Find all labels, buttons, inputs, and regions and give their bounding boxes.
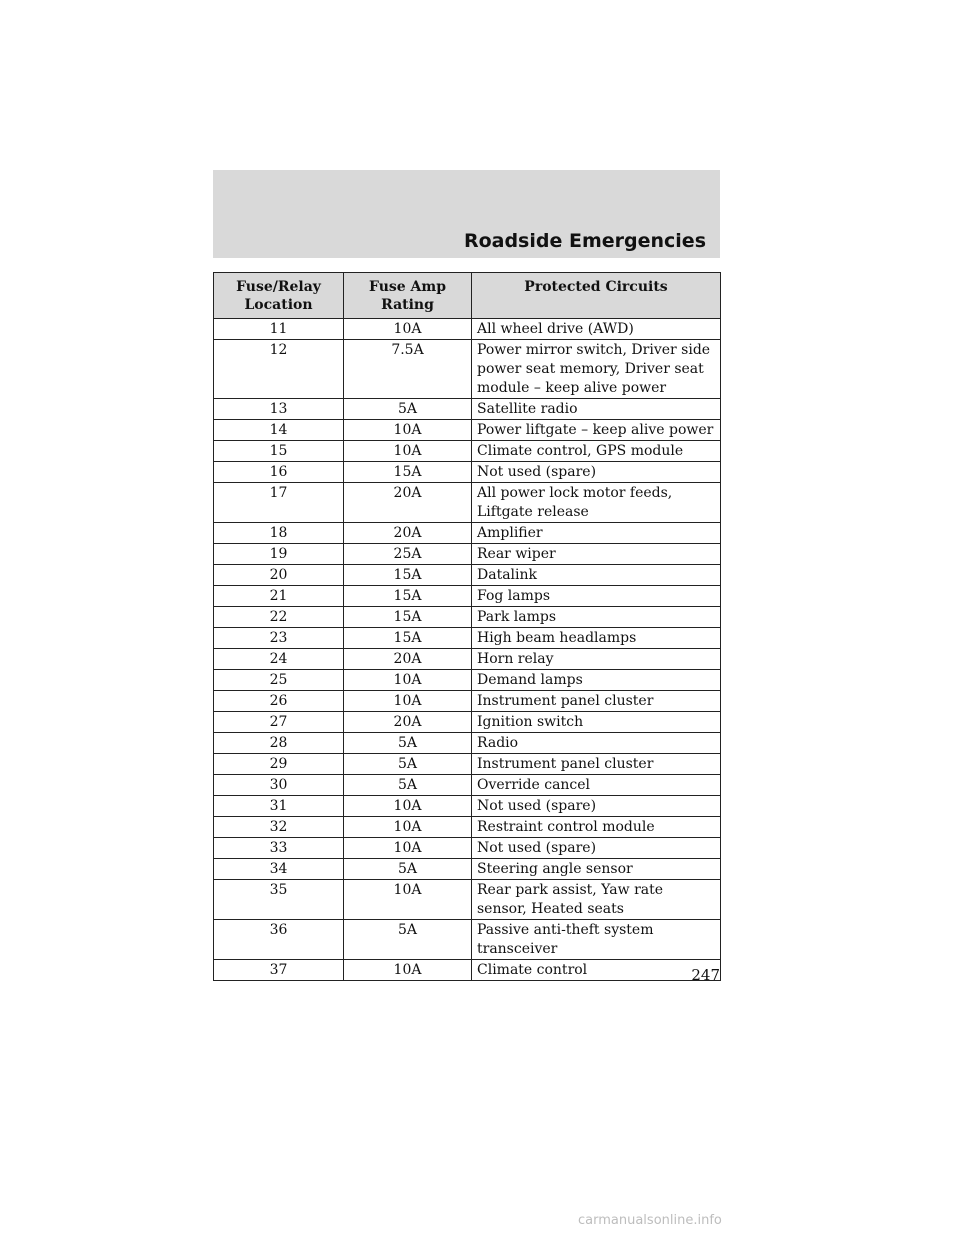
cell-circuits: Park lamps — [472, 607, 721, 628]
cell-circuits: Power liftgate – keep alive power — [472, 420, 721, 441]
cell-location: 19 — [214, 544, 344, 565]
cell-circuits: Rear park assist, Yaw rate sensor, Heated seats — [472, 880, 721, 920]
cell-rating: 10A — [344, 670, 472, 691]
cell-rating: 5A — [344, 859, 472, 880]
cell-location: 11 — [214, 319, 344, 340]
cell-rating: 25A — [344, 544, 472, 565]
cell-location: 21 — [214, 586, 344, 607]
table-row — [214, 586, 721, 607]
cell-location: 22 — [214, 607, 344, 628]
table-row — [214, 712, 721, 733]
cell-circuits: Not used (spare) — [472, 838, 721, 859]
cell-circuits: Rear wiper — [472, 544, 721, 565]
cell-rating: 20A — [344, 523, 472, 544]
table-row — [214, 399, 721, 420]
cell-circuits: Steering angle sensor — [472, 859, 721, 880]
cell-rating: 10A — [344, 880, 472, 920]
cell-circuits: Not used (spare) — [472, 796, 721, 817]
column-header-location: Fuse/Relay Location — [214, 273, 344, 319]
cell-rating: 15A — [344, 565, 472, 586]
cell-circuits: Passive anti-theft system transceiver — [472, 920, 721, 960]
table-row — [214, 544, 721, 565]
table-row — [214, 628, 721, 649]
table-row — [214, 880, 721, 920]
table-row — [214, 607, 721, 628]
table-row — [214, 859, 721, 880]
cell-rating: 10A — [344, 817, 472, 838]
cell-rating: 15A — [344, 607, 472, 628]
cell-circuits: Amplifier — [472, 523, 721, 544]
watermark-text: carmanualsonline.info — [578, 1213, 722, 1228]
cell-circuits: Override cancel — [472, 775, 721, 796]
table-row — [214, 796, 721, 817]
cell-rating: 15A — [344, 462, 472, 483]
table-row — [214, 733, 721, 754]
cell-circuits: High beam headlamps — [472, 628, 721, 649]
cell-location: 29 — [214, 754, 344, 775]
cell-location: 28 — [214, 733, 344, 754]
cell-circuits: Climate control, GPS module — [472, 441, 721, 462]
table-row — [214, 670, 721, 691]
cell-rating: 10A — [344, 441, 472, 462]
cell-rating: 20A — [344, 649, 472, 670]
table-row — [214, 462, 721, 483]
cell-rating: 15A — [344, 586, 472, 607]
cell-location: 34 — [214, 859, 344, 880]
cell-circuits: Not used (spare) — [472, 462, 721, 483]
section-header — [213, 170, 720, 258]
table-row — [214, 754, 721, 775]
section-title: Roadside Emergencies — [463, 230, 706, 252]
fuse-table — [213, 272, 721, 981]
cell-location: 31 — [214, 796, 344, 817]
cell-location: 20 — [214, 565, 344, 586]
table-row — [214, 441, 721, 462]
cell-rating: 20A — [344, 712, 472, 733]
cell-location: 13 — [214, 399, 344, 420]
table-row — [214, 565, 721, 586]
cell-circuits: All power lock motor feeds, Liftgate release — [472, 483, 721, 523]
cell-location: 23 — [214, 628, 344, 649]
cell-location: 35 — [214, 880, 344, 920]
cell-rating: 15A — [344, 628, 472, 649]
cell-location: 24 — [214, 649, 344, 670]
cell-location: 37 — [214, 960, 344, 981]
cell-location: 17 — [214, 483, 344, 523]
cell-circuits: All wheel drive (AWD) — [472, 319, 721, 340]
cell-circuits: Ignition switch — [472, 712, 721, 733]
table-row — [214, 817, 721, 838]
table-row — [214, 420, 721, 441]
cell-location: 32 — [214, 817, 344, 838]
cell-rating: 10A — [344, 838, 472, 859]
table-row — [214, 960, 721, 981]
cell-location: 15 — [214, 441, 344, 462]
cell-rating: 5A — [344, 754, 472, 775]
cell-rating: 7.5A — [344, 340, 472, 399]
cell-circuits: Fog lamps — [472, 586, 721, 607]
cell-location: 33 — [214, 838, 344, 859]
cell-rating: 5A — [344, 775, 472, 796]
table-row — [214, 775, 721, 796]
cell-rating: 10A — [344, 691, 472, 712]
cell-location: 18 — [214, 523, 344, 544]
cell-location: 30 — [214, 775, 344, 796]
cell-rating: 5A — [344, 920, 472, 960]
cell-rating: 10A — [344, 796, 472, 817]
table-row — [214, 649, 721, 670]
table-row — [214, 691, 721, 712]
column-header-circuits: Protected Circuits — [472, 273, 721, 319]
cell-circuits: Demand lamps — [472, 670, 721, 691]
cell-circuits: Instrument panel cluster — [472, 691, 721, 712]
cell-circuits: Horn relay — [472, 649, 721, 670]
cell-circuits: Instrument panel cluster — [472, 754, 721, 775]
cell-circuits: Restraint control module — [472, 817, 721, 838]
table-row — [214, 319, 721, 340]
cell-circuits: Datalink — [472, 565, 721, 586]
cell-location: 14 — [214, 420, 344, 441]
cell-location: 25 — [214, 670, 344, 691]
column-header-rating: Fuse Amp Rating — [344, 273, 472, 319]
cell-circuits: Radio — [472, 733, 721, 754]
cell-circuits: Satellite radio — [472, 399, 721, 420]
cell-location: 27 — [214, 712, 344, 733]
cell-circuits: Power mirror switch, Driver side power seat memory, Driver seat module – keep alive power — [472, 340, 721, 399]
table-row — [214, 340, 721, 399]
page-number: 247 — [691, 966, 720, 984]
cell-circuits: Climate control — [472, 960, 721, 981]
cell-location: 16 — [214, 462, 344, 483]
table-row — [214, 483, 721, 523]
table-row — [214, 838, 721, 859]
cell-location: 12 — [214, 340, 344, 399]
cell-rating: 5A — [344, 733, 472, 754]
cell-location: 26 — [214, 691, 344, 712]
table-header-row — [214, 273, 721, 319]
cell-rating: 10A — [344, 319, 472, 340]
table-row — [214, 920, 721, 960]
table-row — [214, 523, 721, 544]
cell-rating: 10A — [344, 960, 472, 981]
cell-rating: 20A — [344, 483, 472, 523]
cell-rating: 5A — [344, 399, 472, 420]
cell-rating: 10A — [344, 420, 472, 441]
cell-location: 36 — [214, 920, 344, 960]
